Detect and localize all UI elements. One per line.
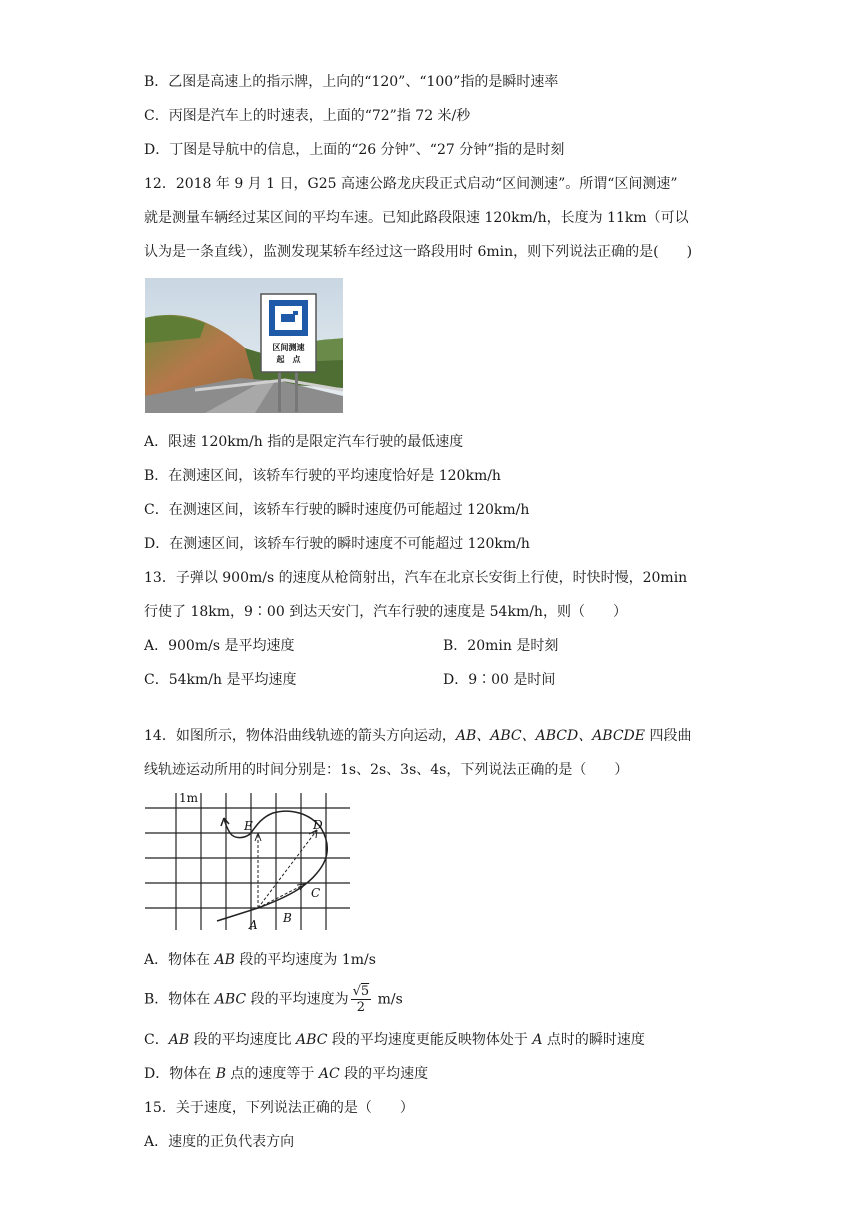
q13-stem-line2: 行使了 18km，9∶00 到达天安门，汽车行驶的速度是 54km/h，则（ ） [144,604,627,620]
point-d-label: D [313,818,323,832]
point-e-label: E [244,819,253,833]
q13-option-c: C．54km/h 是平均速度 [144,672,297,688]
trajectory-grid-figure [145,788,355,938]
q12-option-c: C．在测速区间，该轿车行驶的瞬时速度仍可能超过 120km/h [144,502,530,518]
q12-stem-line3: 认为是一条直线），监测发现某轿车经过这一路段用时 6min，则下列说法正确的是( ) [144,244,693,260]
q14-stem-line1: 14．如图所示，物体沿曲线轨迹的箭头方向运动，AB、ABC、ABCD、ABCDE 四段曲 [144,728,692,744]
point-c-label: C [311,886,321,900]
q11-option-d: D．丁图是导航中的信息，上面的“26 分钟”、“27 分钟”指的是时刻 [144,142,565,158]
sqrt5-over-2-fraction: $\frac{√5}{2}$ [352,984,370,1015]
q14-option-b: B．物体在 ABC 段的平均速度为 $\frac{√5}{2}$ m/s [144,984,403,1015]
point-b-label: B [283,911,292,925]
sign-text-line1: 区间测速 [272,343,305,352]
q12-option-b: B．在测速区间，该轿车行驶的平均速度恰好是 120km/h [144,468,501,484]
q12-stem-line2: 就是测量车辆经过某区间的平均车速。已知此路段限速 120km/h，长度为 11km（可以 [144,210,689,226]
q12-option-d: D．在测速区间，该轿车行驶的瞬时速度不可能超过 120km/h [144,536,530,552]
speed-zone-photo [145,278,343,413]
q13-stem-line1: 13．子弹以 900m/s 的速度从枪筒射出，汽车在北京长安街上行使，时快时慢，20min [144,570,688,586]
q11-option-c: C．丙图是汽车上的时速表，上面的“72”指 72 米/秒 [144,108,471,124]
point-a-label: A [249,918,258,932]
q14-option-d: D．物体在 B 点的速度等于 AC 段的平均速度 [144,1066,429,1082]
q13-option-a: A．900m/s 是平均速度 [144,638,295,654]
q14-option-c: C．AB 段的平均速度比 ABC 段的平均速度更能反映物体处于 A 点时的瞬时速度 [144,1032,645,1048]
q12-stem-line1: 12．2018 年 9 月 1 日，G25 高速公路龙庆段正式启动“区间测速”。所谓“区间测速” [144,176,678,192]
q13-option-d: D．9∶00 是时间 [443,672,556,688]
q14-option-a: A．物体在 AB 段的平均速度为 1m/s [144,952,376,968]
q11-option-b: B．乙图是高速上的指示牌，上向的“120”、“100”指的是瞬时速率 [144,74,559,90]
q12-option-a: A．限速 120km/h 指的是限定汽车行驶的最低速度 [144,434,464,450]
q15-option-a: A．速度的正负代表方向 [144,1134,295,1150]
q15-stem-line1: 15．关于速度，下列说法正确的是（ ） [144,1100,414,1116]
q13-option-b: B．20min 是时刻 [443,638,559,654]
sign-text-line2: 起 点 [276,355,301,364]
scale-label: 1m [179,791,199,805]
q14-stem-line2: 线轨迹运动所用的时间分别是：1s、2s、3s、4s，下列说法正确的是（ ） [144,762,629,778]
